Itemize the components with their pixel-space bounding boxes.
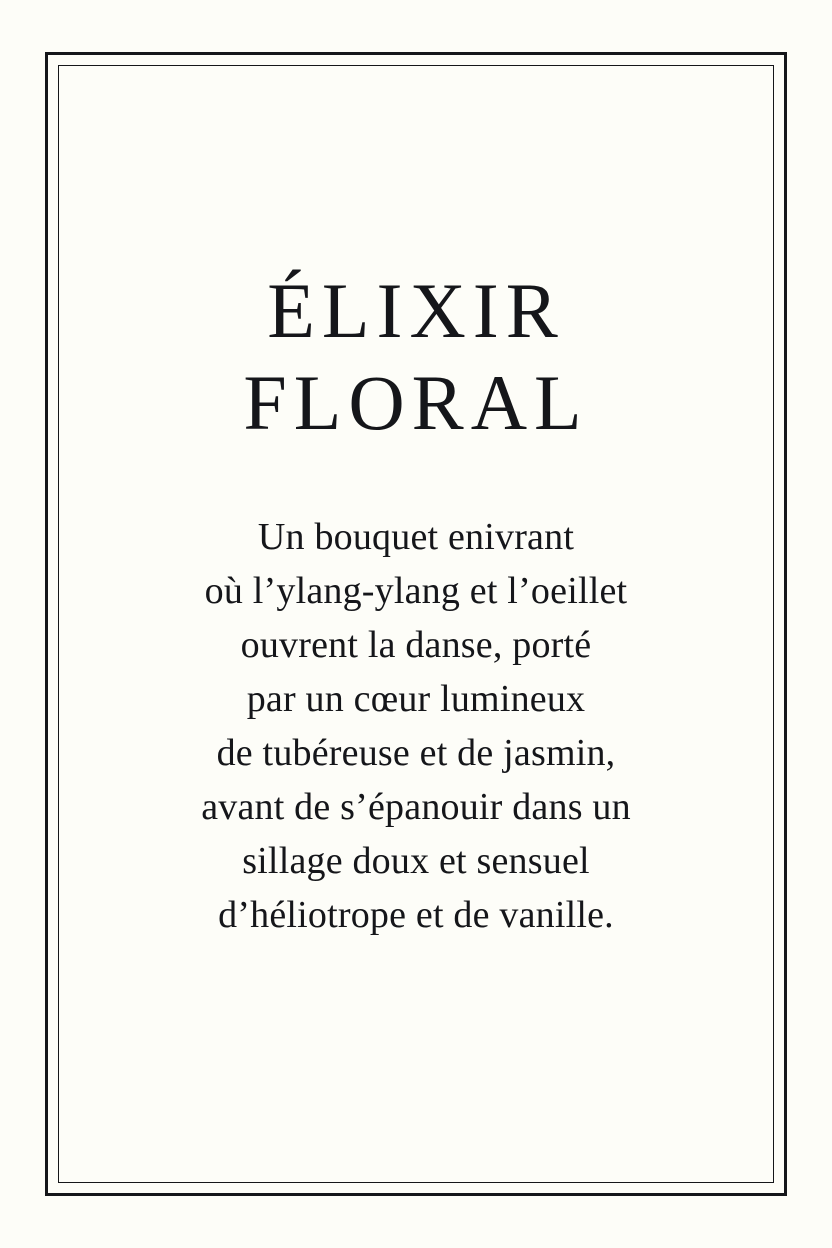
description-line-1: Un bouquet enivrant — [257, 516, 575, 559]
title-line-1: ÉLIXIR — [267, 267, 565, 354]
description-line-5: de tubéreuse et de jasmin, — [216, 731, 616, 774]
description-text — [201, 511, 631, 943]
title-line-2: FLORAL — [243, 359, 589, 447]
description-line-7: sillage doux et sensuel — [242, 839, 590, 882]
description-line-6: avant de s’épanouir dans un — [201, 785, 631, 828]
description-line-8: d’héliotrope et de vanille. — [218, 893, 614, 936]
page-title — [243, 265, 588, 449]
description-line-3: ouvrent la danse, porté — [240, 623, 592, 666]
poster-content — [58, 65, 774, 1183]
description-line-2: où l’ylang-ylang et l’oeillet — [204, 570, 628, 613]
description-line-4: par un cœur lumineux — [246, 677, 586, 720]
